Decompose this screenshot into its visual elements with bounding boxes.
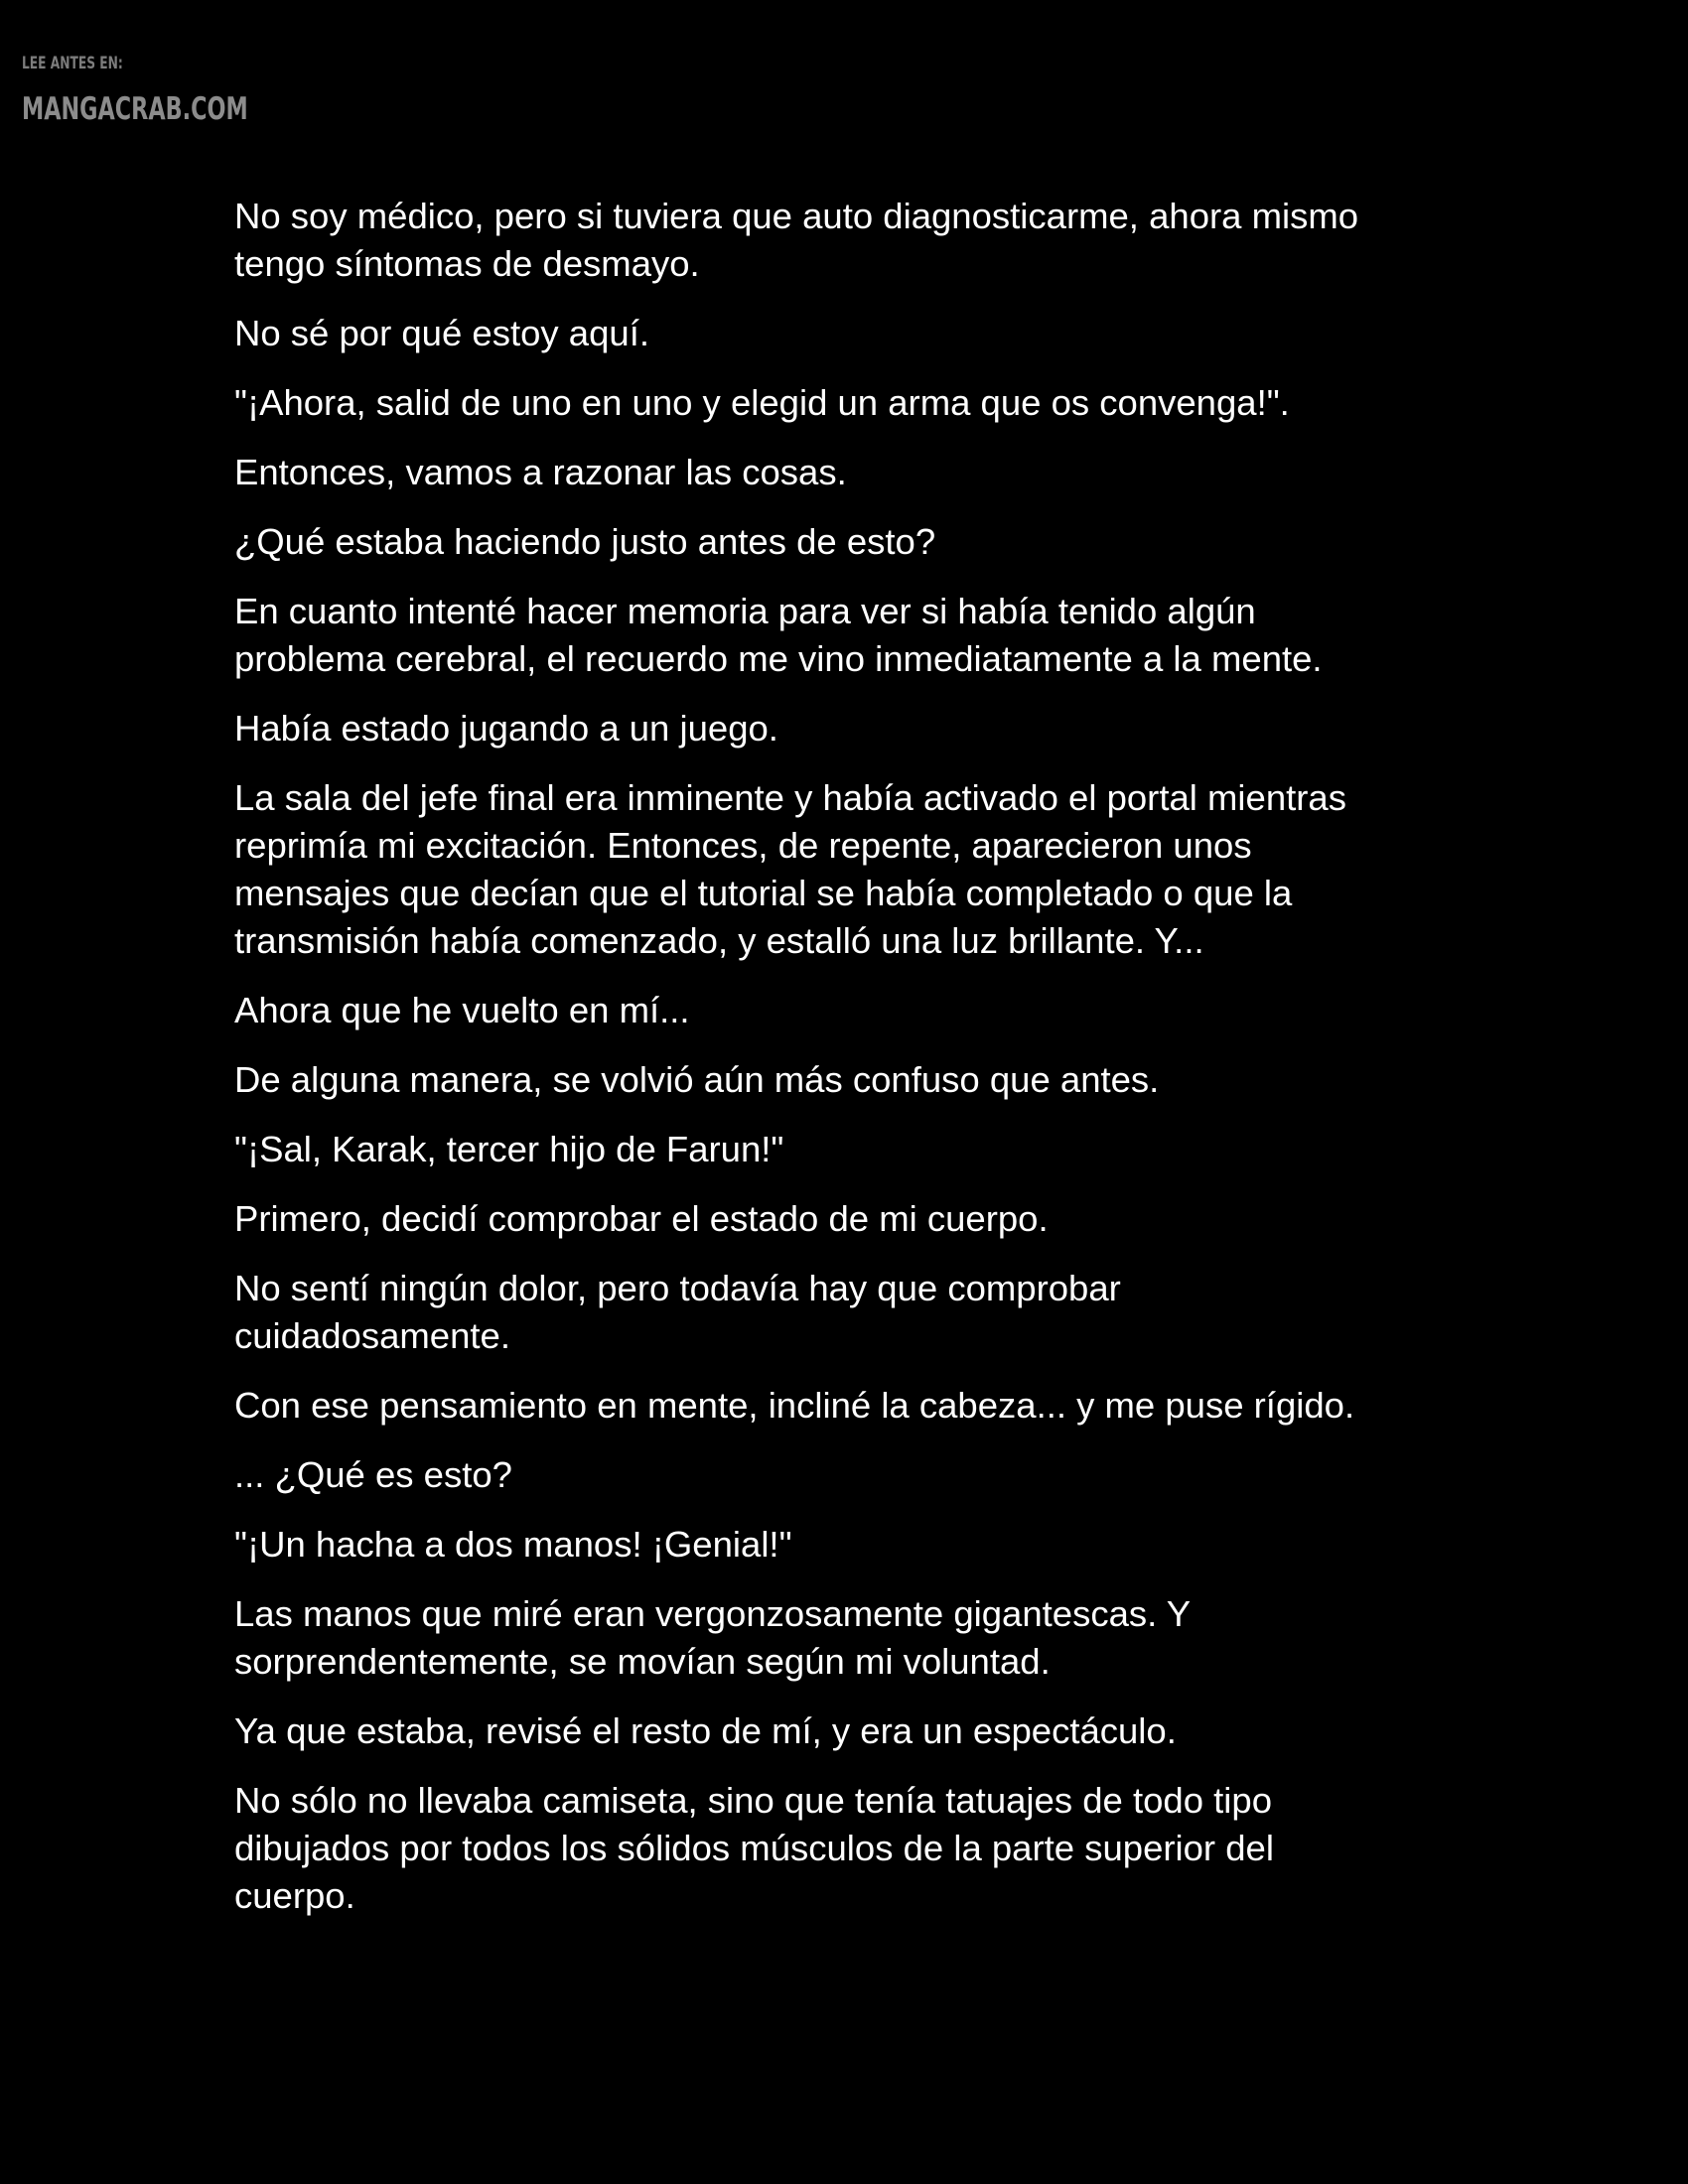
paragraph-line: problema cerebral, el recuerdo me vino inmediatamente a la mente. [234, 638, 1323, 679]
paragraph [234, 774, 1495, 965]
paragraph [234, 1521, 1495, 1569]
paragraph-line: Entonces, vamos a razonar las cosas. [234, 452, 847, 492]
paragraph-line: transmisión había comenzado, y estalló una luz brillante. Y... [234, 920, 1204, 961]
story-text [234, 193, 1495, 1942]
paragraph [234, 588, 1495, 683]
watermark-site: MANGACRAB.COM [22, 91, 248, 127]
paragraph [234, 987, 1495, 1034]
paragraph [234, 379, 1495, 427]
paragraph-line: Las manos que miré eran vergonzosamente gigantescas. Y [234, 1593, 1192, 1634]
paragraph-line: No sé por qué estoy aquí. [234, 313, 649, 353]
watermark-prefix: LEE ANTES EN: [22, 54, 123, 73]
watermark [22, 56, 336, 125]
paragraph-line: Con ese pensamiento en mente, incliné la cabeza... y me puse rígido. [234, 1385, 1355, 1426]
paragraph-line: Ahora que he vuelto en mí... [234, 990, 690, 1030]
paragraph-line: cuerpo. [234, 1875, 355, 1916]
paragraph [234, 1590, 1495, 1686]
paragraph-line: No sentí ningún dolor, pero todavía hay que comprobar [234, 1268, 1121, 1308]
paragraph [234, 1451, 1495, 1499]
paragraph-line: reprimía mi excitación. Entonces, de repente, aparecieron unos [234, 825, 1252, 866]
paragraph [234, 705, 1495, 752]
paragraph-line: tengo síntomas de desmayo. [234, 243, 700, 284]
paragraph [234, 1056, 1495, 1104]
paragraph [234, 193, 1495, 288]
paragraph-line: ... ¿Qué es esto? [234, 1454, 512, 1495]
paragraph-line: La sala del jefe final era inminente y había activado el portal mientras [234, 777, 1346, 818]
paragraph-line: Ya que estaba, revisé el resto de mí, y era un espectáculo. [234, 1710, 1177, 1751]
paragraph-line: sorprendentemente, se movían según mi voluntad. [234, 1641, 1051, 1682]
paragraph [234, 449, 1495, 496]
paragraph [234, 1382, 1495, 1430]
paragraph-line: mensajes que decían que el tutorial se había completado o que la [234, 873, 1293, 913]
paragraph-line: En cuanto intenté hacer memoria para ver si había tenido algún [234, 591, 1256, 631]
paragraph [234, 518, 1495, 566]
paragraph-line: De alguna manera, se volvió aún más confuso que antes. [234, 1059, 1160, 1100]
paragraph-line: Había estado jugando a un juego. [234, 708, 778, 749]
paragraph-line: No soy médico, pero si tuviera que auto diagnosticarme, ahora mismo [234, 196, 1359, 236]
paragraph-line: dibujados por todos los sólidos músculos de la parte superior del [234, 1828, 1274, 1868]
paragraph [234, 1777, 1495, 1920]
paragraph-line: Primero, decidí comprobar el estado de mi cuerpo. [234, 1198, 1049, 1239]
paragraph-line: ¿Qué estaba haciendo justo antes de esto? [234, 521, 936, 562]
paragraph-line: No sólo no llevaba camiseta, sino que tenía tatuajes de todo tipo [234, 1780, 1272, 1821]
paragraph-line: "¡Ahora, salid de uno en uno y elegid un arma que os convenga!". [234, 382, 1290, 423]
paragraph [234, 1195, 1495, 1243]
paragraph [234, 1707, 1495, 1755]
paragraph [234, 310, 1495, 357]
paragraph-line: "¡Sal, Karak, tercer hijo de Farun!" [234, 1129, 784, 1169]
paragraph [234, 1126, 1495, 1173]
paragraph-line: "¡Un hacha a dos manos! ¡Genial!" [234, 1524, 792, 1565]
paragraph-line: cuidadosamente. [234, 1315, 510, 1356]
paragraph [234, 1265, 1495, 1360]
